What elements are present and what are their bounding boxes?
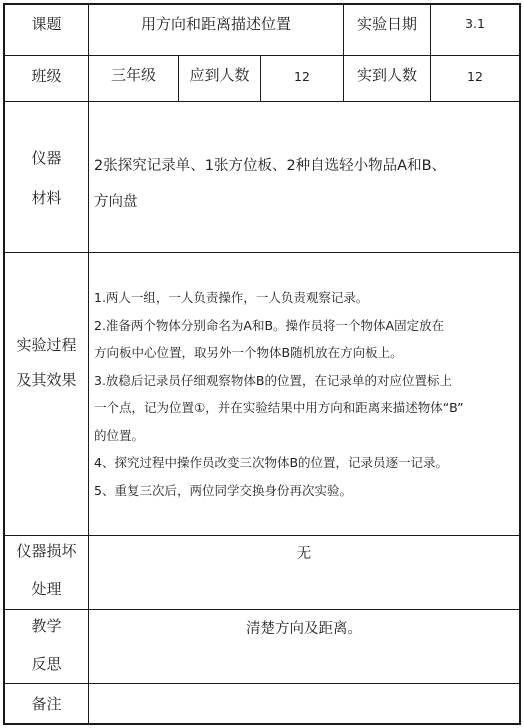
notes-label: 备注 xyxy=(31,695,62,713)
actual-count-label: 实到人数 xyxy=(356,65,417,84)
reflection-label-line2: 反思 xyxy=(31,655,62,673)
reflection-label xyxy=(5,607,88,683)
materials-text xyxy=(94,148,516,220)
reflection-value: 清楚方向及距离。 xyxy=(246,620,362,637)
damage-label xyxy=(5,532,88,608)
process-step-line: 2.准备两个物体分别命名为A和B。操作员将一个物体A固定放在 xyxy=(94,317,445,333)
date-value: 3.1 xyxy=(465,15,485,31)
materials-label-line1: 仪器 xyxy=(31,149,62,167)
process-step-line: 一个点，记为位置①，并在实验结果中用方向和距离来描述物体“B” xyxy=(94,400,464,415)
expected-count-value: 12 xyxy=(294,68,310,84)
row-divider xyxy=(3,252,521,253)
process-label-line2: 及其效果 xyxy=(16,371,77,389)
process-label xyxy=(5,328,88,398)
process-step-line: 4、探究过程中操作员改变三次物体B的位置，记录员逐一记录。 xyxy=(94,455,449,470)
row-divider xyxy=(3,101,521,102)
damage-value: 无 xyxy=(296,545,312,562)
process-step-line: 1.两人一组，一人负责操作，一人负责观察记录。 xyxy=(94,290,369,305)
reflection-label-line1: 教学 xyxy=(31,617,62,635)
materials-text-line1: 2张探究记录单、1张方位板、2种自选轻小物品A和B、 xyxy=(94,158,447,174)
class-value: 三年级 xyxy=(110,65,156,84)
process-steps xyxy=(94,284,518,504)
materials-label xyxy=(5,138,88,218)
expected-count-label: 应到人数 xyxy=(189,65,250,84)
materials-label-line2: 材料 xyxy=(31,189,62,207)
process-step-line: 3.放稳后记录员仔细观察物体B的位置，在记录单的对应位置标上 xyxy=(94,372,453,388)
process-step-line: 5、重复三次后，两位同学交换身份再次实验。 xyxy=(94,482,352,498)
class-label: 班级 xyxy=(31,66,62,85)
damage-label-line1: 仪器损坏 xyxy=(16,542,77,560)
actual-count-value: 12 xyxy=(467,68,483,84)
table-border-bottom xyxy=(3,723,521,725)
date-label: 实验日期 xyxy=(356,14,417,33)
materials-text-line2: 方向盘 xyxy=(94,194,138,210)
topic-label: 课题 xyxy=(31,14,62,33)
topic-value: 用方向和距离描述位置 xyxy=(140,14,291,33)
notes-value xyxy=(89,684,519,723)
process-label-line1: 实验过程 xyxy=(16,336,77,354)
process-step-line: 的位置。 xyxy=(94,427,145,443)
process-step-line: 方向板中心位置，取另外一个物体B随机放在方向板上。 xyxy=(94,345,403,360)
damage-label-line2: 处理 xyxy=(31,580,62,598)
table-border-right xyxy=(519,3,521,725)
